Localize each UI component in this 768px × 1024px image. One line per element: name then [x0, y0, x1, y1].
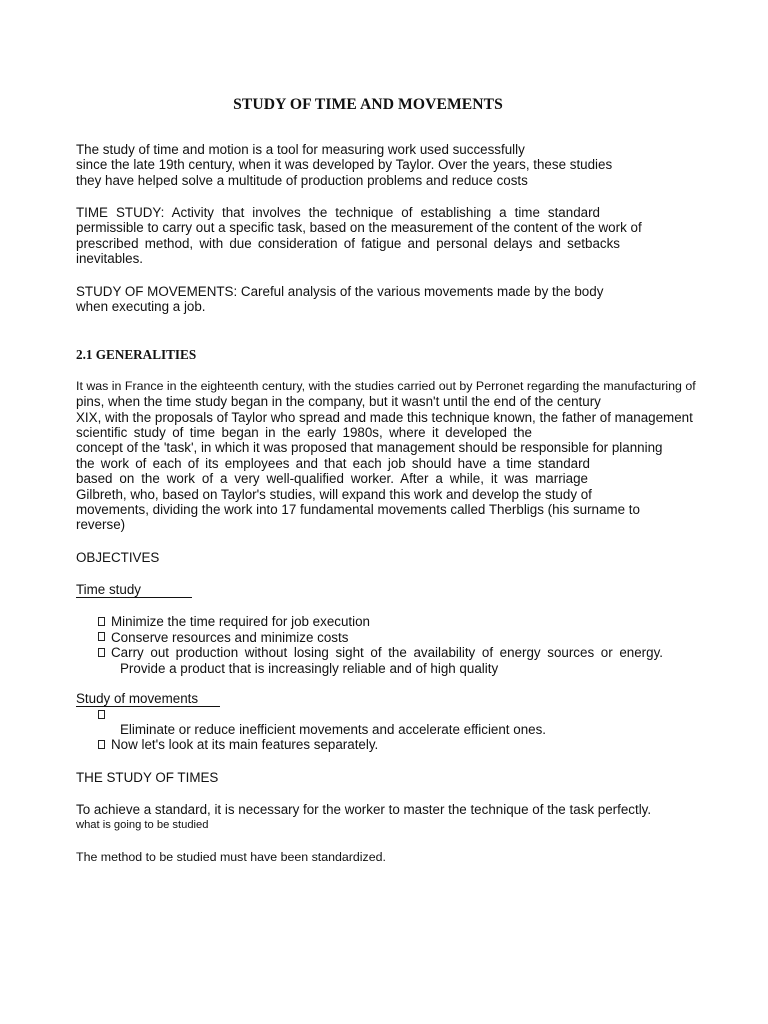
time-study-definition-line: permissible to carry out a specific task, based on the measurement of the content of the work of [76, 220, 642, 235]
bullet-icon [98, 740, 105, 749]
bullet-icon [98, 617, 105, 626]
objective-item: Conserve resources and minimize costs [111, 630, 349, 645]
intro-line: they have helped solve a multitude of production problems and reduce costs [76, 173, 528, 188]
intro-line: The study of time and motion is a tool for measuring work used successfully [76, 142, 525, 157]
time-study-definition-line: TIME STUDY: Activity that involves the technique of establishing a time standard [76, 205, 600, 220]
movements-definition-line: STUDY OF MOVEMENTS: Careful analysis of the various movements made by the body [76, 284, 604, 299]
objective-item-continuation: Eliminate or reduce inefficient movements and accelerate efficient ones. [120, 722, 547, 737]
time-study-subheading: Time study [76, 582, 192, 598]
generalities-line: reverse) [76, 517, 126, 532]
generalities-line: Gilbreth, who, based on Taylor's studies, will expand this work and develop the study of [76, 487, 592, 502]
generalities-line: the work of each of its employees and that each job should have a time standard [76, 456, 590, 471]
generalities-line: scientific study of time began in the early 1980s, where it developed the [76, 425, 532, 440]
intro-line: since the late 19th century, when it was developed by Taylor. Over the years, these studies [76, 157, 613, 172]
objective-item: Minimize the time required for job execution [111, 614, 371, 629]
movements-definition-line: when executing a job. [76, 299, 206, 314]
objectives-heading: OBJECTIVES [76, 550, 160, 565]
generalities-line: It was in France in the eighteenth century, with the studies carried out by Perronet regarding the manufacturing of [76, 379, 696, 393]
bullet-icon [98, 710, 105, 719]
generalities-line: concept of the 'task', in which it was proposed that management should be responsible for planning [76, 440, 663, 455]
objective-item: Carry out production without losing sight of the availability of energy sources or energy. [111, 645, 663, 660]
movements-subheading: Study of movements [76, 691, 220, 707]
bullet-icon [98, 648, 105, 657]
bullet-icon [98, 632, 105, 641]
objective-item-continuation: Provide a product that is increasingly reliable and of high quality [120, 661, 499, 676]
generalities-line: XIX, with the proposals of Taylor who spread and made this technique known, the father of management [76, 410, 693, 425]
section-heading-generalities: 2.1 GENERALITIES [76, 347, 197, 362]
time-study-definition-line: prescribed method, with due consideration of fatigue and personal delays and setbacks [76, 236, 620, 251]
generalities-line: movements, dividing the work into 17 fundamental movements called Therbligs (his surname to [76, 502, 640, 517]
objective-item: Now let's look at its main features separately. [111, 737, 379, 752]
standard-note: what is going to be studied [76, 819, 209, 831]
document-title: STUDY OF TIME AND MOVEMENTS [233, 96, 503, 113]
method-line: The method to be studied must have been standardized. [76, 850, 386, 864]
standard-line: To achieve a standard, it is necessary for the worker to master the technique of the task perfectly. [76, 802, 652, 817]
generalities-line: pins, when the time study began in the company, but it wasn't until the end of the century [76, 394, 601, 409]
study-of-times-heading: THE STUDY OF TIMES [76, 770, 219, 785]
time-study-definition-line: inevitables. [76, 251, 143, 266]
generalities-line: based on the work of a very well-qualified worker. After a while, it was marriage [76, 471, 588, 486]
